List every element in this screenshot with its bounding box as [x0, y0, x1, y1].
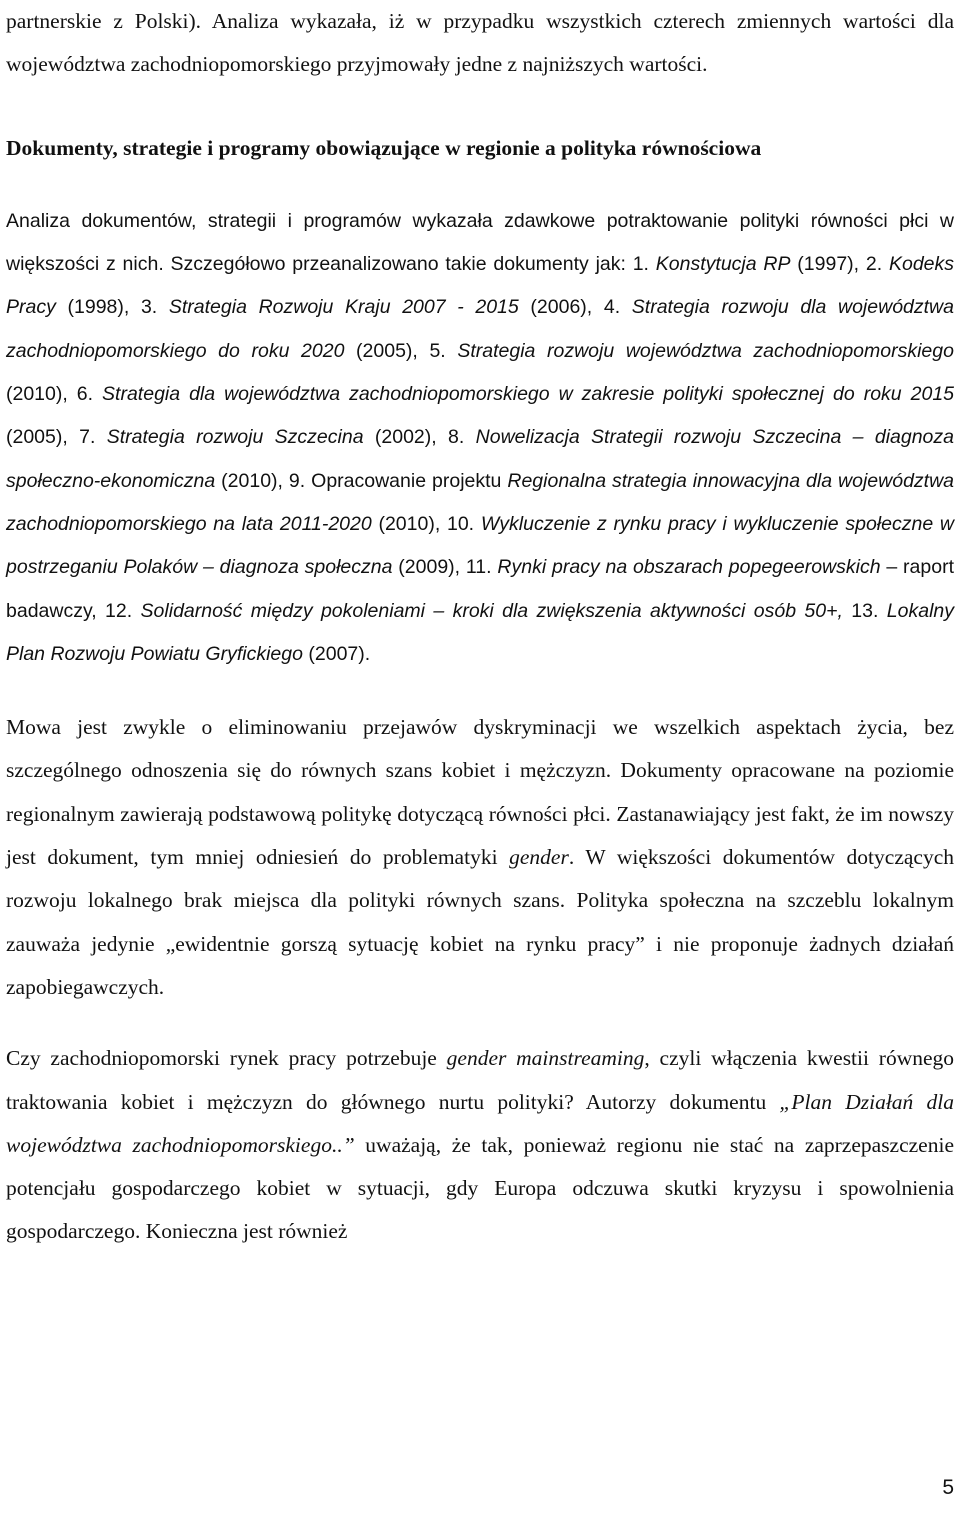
emphasis-term: gender: [509, 845, 569, 870]
document-title: Lokalny Plan Rozwoju Powiatu Gryfickiego: [6, 599, 954, 665]
text-run: (2010), 9. Opracowanie projektu: [215, 469, 508, 492]
spacer: [6, 1009, 954, 1037]
text-run: , czyli włączenia kwestii równego traktowania kobiet i mężczyzn do głównego nurtu polityki? Autorzy dokumentu: [6, 1046, 955, 1114]
document-title: Rynki pracy na obszarach popegeerowskich: [497, 556, 881, 579]
question-paragraph: [6, 1037, 954, 1253]
text-run: Analiza dokumentów, strategii i programów wykazała zdawkowe potraktowanie polityki równości płci w większości z nich. Szczegółowo przeanalizowano takie dokumenty jak: 1.: [6, 209, 954, 276]
text-run: uważają, że tak, ponieważ regionu nie stać na zaprzepaszczenie potencjału gospodarczego kobiet w sytuacji, gdy Europa odczuwa skutki kryzysu i spowolnienia gospodarczego. Konieczna jest również: [6, 1132, 954, 1244]
text-run: Czy zachodniopomorski rynek pracy potrzebuje: [6, 1046, 447, 1071]
document-page: [6, 0, 954, 1254]
document-title: „Plan Działań dla województwa zachodniopomorskiego..”: [6, 1089, 954, 1157]
text-run: (2005), 7.: [6, 426, 107, 449]
document-title: Strategia dla województwa zachodniopomorskiego w zakresie polityki społecznej do roku 2015: [102, 383, 955, 406]
emphasis-term: gender mainstreaming: [446, 1046, 645, 1071]
spacer: [6, 87, 954, 127]
document-title: Solidarność między pokoleniami – kroki dla zwiększenia aktywności osób 50+,: [140, 599, 843, 622]
text-run: (1997), 2.: [790, 253, 889, 276]
text-run: – raport badawczy, 12.: [6, 556, 954, 622]
spacer: [6, 170, 954, 200]
document-title: Konstytucja RP: [655, 253, 791, 276]
document-title: Regionalna strategia innowacyjna dla województwa zachodniopomorskiego na lata 2011-2020: [6, 469, 955, 535]
text-run: (2006), 4.: [518, 296, 632, 319]
text-run: (2010), 6.: [6, 383, 103, 406]
document-title: Kodeks Pracy: [6, 253, 955, 319]
document-title: Nowelizacja Strategii rozwoju Szczecina – diagnoza społeczno-ekonomiczna: [6, 426, 954, 492]
text-run: (1998), 3.: [55, 296, 169, 319]
text-run: 13.: [842, 599, 887, 622]
text-run: (2009), 11.: [392, 556, 498, 579]
text-run: . W większości dokumentów dotyczących rozwoju lokalnego brak miejsca dla polityki równych szans. Polityka społeczna na szczeblu lokalnym zauważa jedynie „ewidentnie gorszą sytuację kobiet na rynku pracy” i nie proponuje żadnych działań zapobiegawczych.: [6, 845, 954, 999]
text-run: Mowa jest zwykle o eliminowaniu przejawów dyskryminacji we wszelkich aspektach życia, bez szczególnego odnoszenia się do równych szans kobiet i mężczyzn. Dokumenty opracowane na poziomie regionalnym zawierają podstawową politykę dotyczącą równości płci. Zastanawiający jest fakt, że im nowszy jest dokument, tym mniej odniesień do problematyki: [6, 715, 954, 870]
section-heading: Dokumenty, strategie i programy obowiązujące w regionie a polityka równościowa: [6, 135, 762, 160]
mowa-paragraph: [6, 706, 954, 1009]
document-title: Strategia rozwoju województwa zachodniopomorskiego: [457, 339, 954, 362]
text-run: (2010), 10.: [371, 512, 481, 535]
document-title: Strategia Rozwoju Kraju 2007 - 2015: [168, 296, 519, 319]
document-title: Strategia rozwoju Szczecina: [106, 426, 364, 449]
text-run: (2002), 8.: [363, 426, 476, 449]
text-run: (2005), 5.: [344, 339, 458, 362]
document-title: Wykluczenie z rynku pracy i wykluczenie społeczne w postrzeganiu Polaków – diagnoza społeczna: [6, 512, 954, 579]
page-number: 5: [942, 1476, 954, 1499]
document-title: Strategia rozwoju dla województwa zachodniopomorskiego do roku 2020: [6, 296, 954, 362]
intro-paragraph: partnerskie z Polski). Analiza wykazała, iż w przypadku wszystkich czterech zmiennych wartości dla województwa zachodniopomorskiego przyjmowały jedne z najniższych wartości.: [6, 9, 954, 77]
spacer: [6, 676, 954, 706]
text-run: (2007).: [302, 642, 371, 665]
documents-paragraph: [6, 200, 954, 676]
